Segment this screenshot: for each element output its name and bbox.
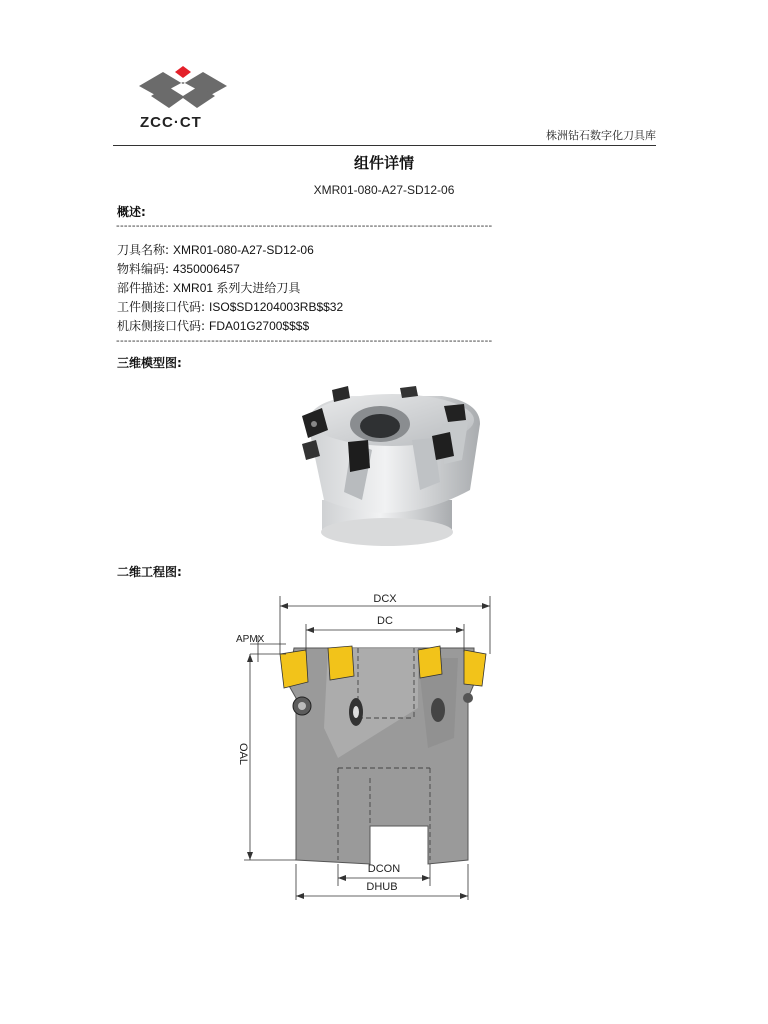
tool-2d-drawing — [228, 588, 508, 904]
library-name: 株洲钻石数字化刀具库 — [546, 129, 656, 142]
overview-top-divider: ----------------------------------------------------------------------------------------------- — [116, 220, 493, 232]
dim-label-dhub: DHUB — [366, 881, 398, 893]
info-line-material-code — [117, 260, 240, 277]
info-line-description — [117, 279, 300, 296]
tool-3d-render — [292, 380, 500, 558]
info-line-tool-name — [117, 241, 314, 258]
field-value: XMR01-080-A27-SD12-06 — [173, 243, 314, 257]
field-value: ISO$SD1204003RB$$32 — [209, 300, 344, 314]
dim-label-dcx: DCX — [373, 593, 397, 605]
logo-text: ZCC·CT — [140, 114, 202, 131]
part-number-subtitle: XMR01-080-A27-SD12-06 — [313, 183, 455, 197]
dim-label-apmx: APMX — [236, 634, 265, 645]
dim-label-dcon: DCON — [367, 863, 401, 875]
info-line-workpiece-interface — [117, 298, 343, 315]
info-line-machine-interface — [117, 317, 309, 334]
field-value: FDA01G2700$$$$ — [209, 319, 310, 333]
field-label: 刀具名称: — [117, 243, 170, 257]
field-label: 部件描述: — [117, 281, 170, 295]
page-title: 组件详情 — [353, 154, 414, 172]
field-label: 物料编码: — [117, 262, 170, 276]
drawing2d-heading: 二维工程图: — [117, 565, 182, 579]
header-divider — [113, 145, 656, 146]
overview-bottom-divider: ----------------------------------------------------------------------------------------------- — [116, 335, 493, 347]
overview-heading: 概述: — [117, 205, 146, 219]
dim-label-dc: DC — [377, 615, 393, 627]
field-label: 工件侧接口代码: — [117, 300, 206, 314]
dim-label-oal: OAL — [237, 742, 249, 766]
field-label: 机床侧接口代码: — [117, 319, 206, 333]
field-value: XMR01 系列大进给刀具 — [173, 281, 301, 295]
model3d-heading: 三维模型图: — [117, 356, 182, 370]
field-value: 4350006457 — [173, 262, 240, 276]
